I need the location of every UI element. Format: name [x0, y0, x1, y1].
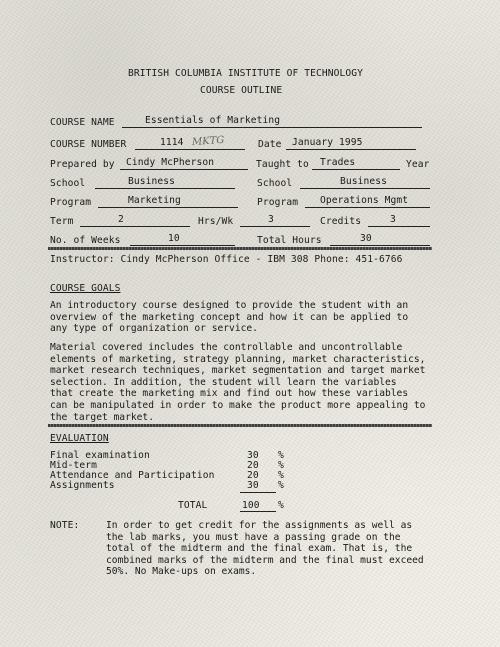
- divider-rule-2: [48, 424, 432, 427]
- program-underline-right: [305, 207, 430, 208]
- total-hours-label: Total Hours: [257, 235, 322, 246]
- course-number-value: 1114: [160, 137, 184, 148]
- eval-total-label: TOTAL: [178, 500, 208, 511]
- eval-total-value: 100: [242, 500, 260, 511]
- date-value: January 1995: [292, 137, 363, 148]
- course-name-value: Essentials of Marketing: [145, 115, 281, 126]
- school-value-right: Business: [340, 176, 388, 187]
- program-label-left: Program: [50, 197, 92, 208]
- school-underline-right: [300, 188, 430, 189]
- institute-name: BRITISH COLUMBIA INSTITUTE OF TECHNOLOGY: [128, 68, 364, 79]
- term-label: Term: [50, 216, 74, 227]
- eval-row-value: 20: [247, 460, 259, 471]
- document-title: COURSE OUTLINE: [200, 85, 283, 96]
- course-goals-para-2: Material covered includes the controllable and uncontrollable elements of marketing, strategy planning, market characteristics, market research techniques, market segmentation and target market selection. In addition, the student will learn the variables that create the marketing mix and find out how these variables can be manipulated in order to make the product more appealing to the target market.: [50, 342, 426, 423]
- course-name-underline: [122, 127, 422, 128]
- school-value-left: Business: [128, 176, 176, 187]
- date-underline: [286, 149, 416, 150]
- hrs-underline: [240, 226, 310, 227]
- eval-row-unit: %: [278, 470, 284, 481]
- program-label-right: Program: [257, 197, 299, 208]
- date-label: Date: [258, 139, 282, 150]
- eval-sum-rule: [240, 492, 276, 493]
- taught-to-label: Taught to: [256, 159, 309, 170]
- course-number-label: COURSE NUMBER: [50, 139, 127, 150]
- term-underline: [80, 226, 190, 227]
- weeks-label: No. of Weeks: [50, 235, 121, 246]
- prepared-by-label: Prepared by: [50, 159, 115, 170]
- term-value: 2: [118, 214, 124, 225]
- eval-total-unit: %: [278, 500, 284, 511]
- eval-row-value: 30: [247, 480, 259, 491]
- weeks-underline: [130, 245, 235, 246]
- year-label: Year: [406, 159, 430, 170]
- instructor-line: Instructor: Cindy McPherson Office - IBM 308 Phone: 451-6766: [50, 254, 403, 265]
- divider-rule: [48, 247, 432, 250]
- eval-row-value: 20: [247, 470, 259, 481]
- total-hours-underline: [330, 245, 430, 246]
- prepared-by-value: Cindy McPherson: [126, 157, 215, 168]
- evaluation-heading: EVALUATION: [50, 433, 109, 444]
- note-label: NOTE:: [50, 520, 80, 531]
- school-label-right: School: [257, 178, 293, 189]
- taught-to-underline: [312, 169, 400, 170]
- eval-row-label: Final examination: [50, 450, 150, 461]
- hrs-label: Hrs/Wk: [198, 216, 234, 227]
- eval-row-label: Attendance and Participation: [50, 470, 215, 481]
- program-value-right: Operations Mgmt: [320, 195, 409, 206]
- school-label-left: School: [50, 178, 86, 189]
- hrs-value: 3: [268, 214, 274, 225]
- eval-row-value: 30: [247, 450, 259, 461]
- program-underline-left: [98, 207, 238, 208]
- credits-label: Credits: [320, 216, 362, 227]
- credits-value: 3: [390, 214, 396, 225]
- weeks-value: 10: [168, 233, 180, 244]
- course-number-underline: [135, 149, 245, 150]
- course-goals-heading: COURSE GOALS: [50, 283, 121, 294]
- prepared-by-underline: [120, 169, 248, 170]
- eval-row-unit: %: [278, 460, 284, 471]
- note-text: In order to get credit for the assignments as well as the lab marks, you must have a passing grade on the total of the midterm and the final exam. That is, the combined marks of the midterm and the final must exceed 50%. No Make-ups on exams.: [106, 520, 424, 578]
- eval-total-underline: [240, 511, 276, 512]
- total-hours-value: 30: [360, 233, 372, 244]
- eval-row-unit: %: [278, 450, 284, 461]
- school-underline-left: [95, 188, 235, 189]
- course-number-scribble: MKTG: [191, 134, 225, 149]
- eval-row-label: Mid-term: [50, 460, 98, 471]
- course-goals-para-1: An introductory course designed to provide the student with an overview of the marketing concept and how it can be applied to any type of organization or service.: [50, 300, 409, 335]
- taught-to-value: Trades: [320, 157, 356, 168]
- course-name-label: COURSE NAME: [50, 117, 115, 128]
- eval-row-unit: %: [278, 480, 284, 491]
- program-value-left: Marketing: [128, 195, 181, 206]
- credits-underline: [368, 226, 430, 227]
- eval-row-label: Assignments: [50, 480, 115, 491]
